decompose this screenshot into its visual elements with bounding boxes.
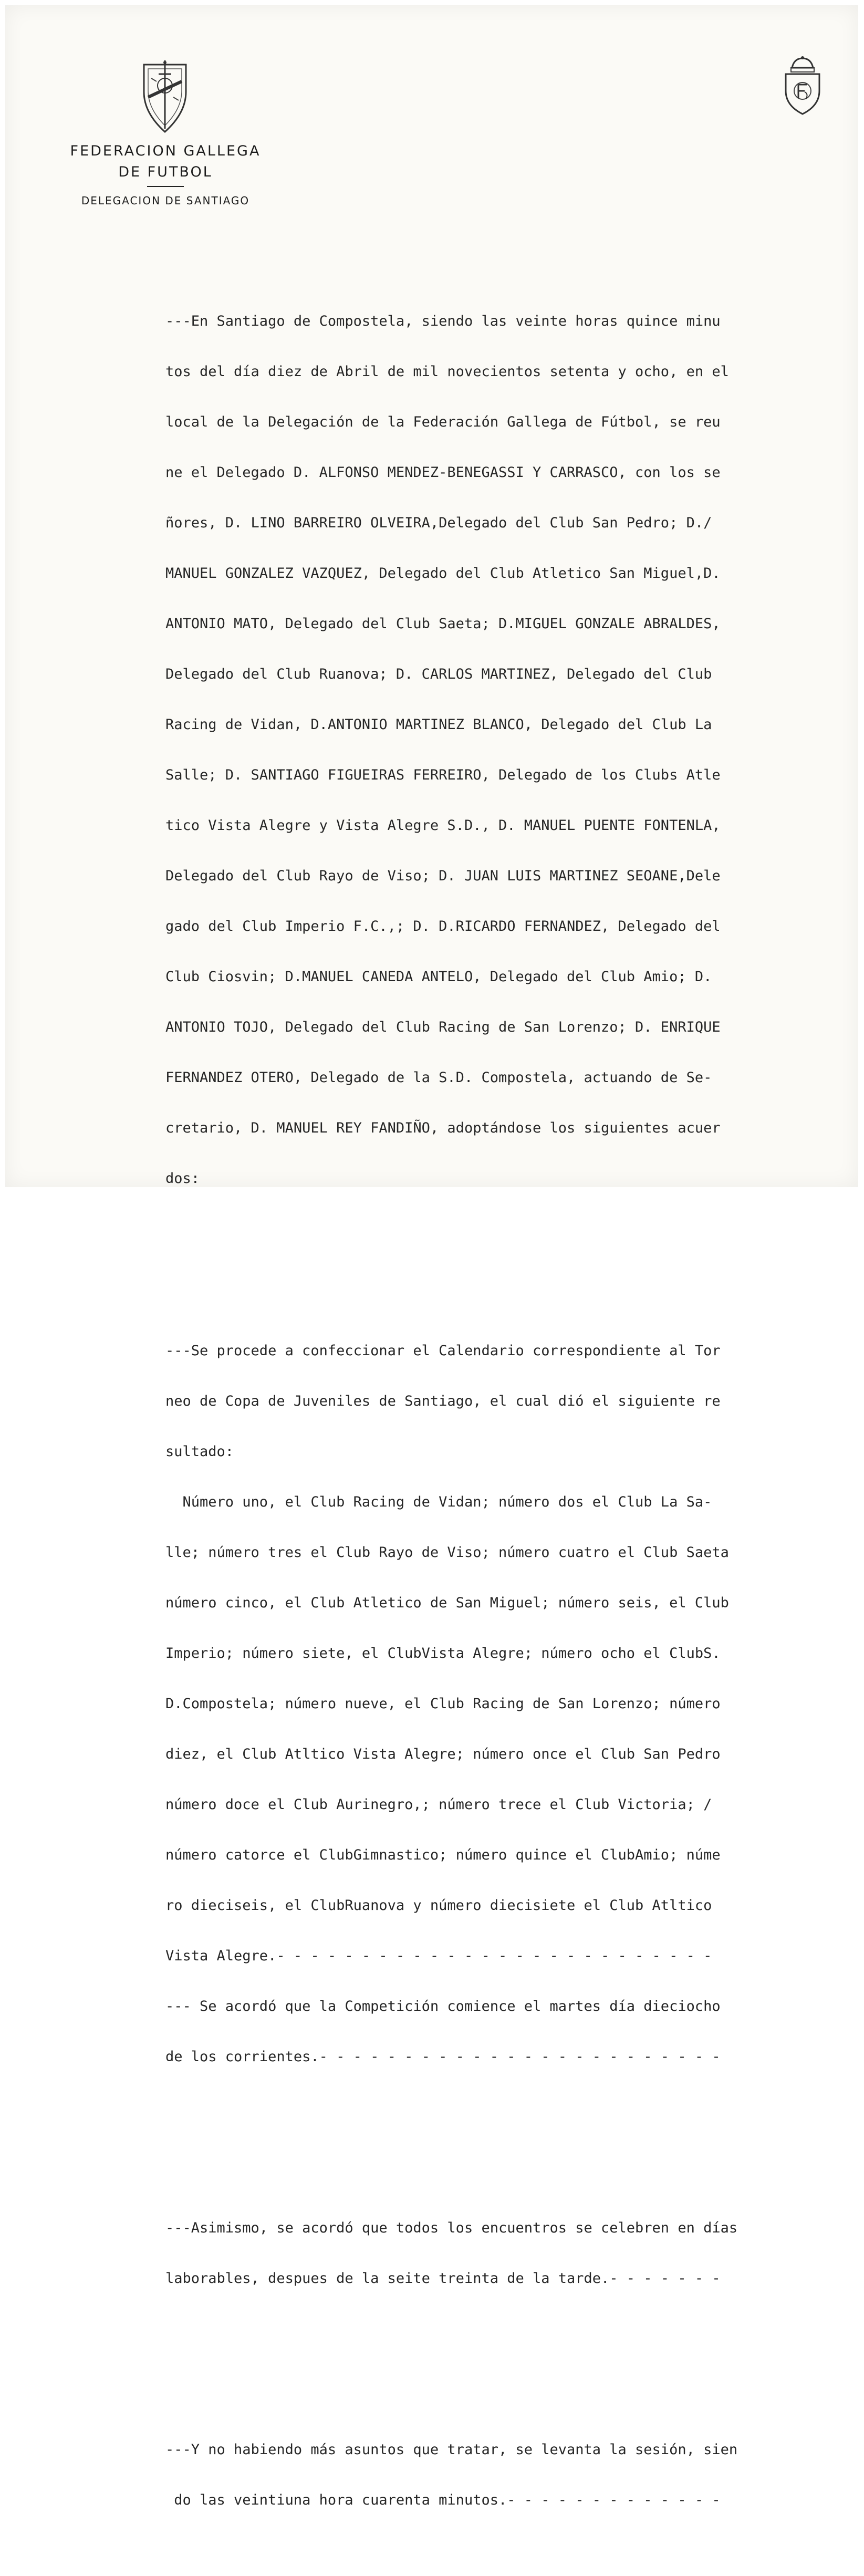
text-line: Imperio; número siete, el ClubVista Alegre; número ocho el ClubS.	[165, 1645, 721, 1661]
text-line: Club Ciosvin; D.MANUEL CANEDA ANTELO, Delegado del Club Amio; D.	[165, 969, 712, 985]
paragraph-opening	[165, 279, 864, 1221]
text-line: dos:	[165, 1170, 200, 1187]
paragraph-schedule	[165, 2186, 864, 2321]
text-line: tico Vista Alegre y Vista Alegre S.D., D. MANUEL PUENTE FONTENLA,	[165, 817, 721, 834]
text-line: laborables, despues de la seite treinta de la tarde.- - - - - - -	[165, 2270, 721, 2287]
paragraph-spacer	[165, 2354, 864, 2374]
letterhead-federation-sport: DE FUTBOL	[118, 164, 213, 180]
text-line: número cinco, el Club Atletico de San Miguel; número seis, el Club	[165, 1595, 729, 1611]
minutes-body	[165, 246, 864, 2576]
text-line: D.Compostela; número nueve, el Club Racing de San Lorenzo; número	[165, 1696, 721, 1712]
text-line: Delegado del Club Ruanova; D. CARLOS MARTINEZ, Delegado del Club	[165, 666, 712, 682]
text-line: ñores, D. LINO BARREIRO OLVEIRA,Delegado del Club San Pedro; D./	[165, 515, 712, 531]
text-line: Racing de Vidan, D.ANTONIO MARTINEZ BLANCO, Delegado del Club La	[165, 716, 712, 733]
text-line: ---Se procede a confeccionar el Calendario correspondiente al Tor	[165, 1343, 721, 1359]
federation-shield-logo	[141, 60, 189, 134]
text-line: ro dieciseis, el ClubRuanova y número diecisiete el Club Atltico	[165, 1897, 712, 1914]
paragraph-calendar	[165, 1309, 864, 2099]
letterhead-delegation: DELEGACION DE SANTIAGO	[81, 194, 250, 207]
text-line: ---Asimismo, se acordó que todos los encuentros se celebren en días	[165, 2220, 738, 2236]
text-line: número doce el Club Aurinegro,; número trece el Club Victoria; /	[165, 1796, 712, 1813]
text-line: ANTONIO TOJO, Delegado del Club Racing de San Lorenzo; D. ENRIQUE	[165, 1019, 721, 1035]
text-line: ne el Delegado D. ALFONSO MENDEZ-BENEGASSI Y CARRASCO, con los se	[165, 464, 721, 481]
letterhead-divider	[147, 186, 184, 187]
text-line: ANTONIO MATO, Delegado del Club Saeta; D.MIGUEL GONZALE ABRALDES,	[165, 616, 721, 632]
royal-crown-emblem	[782, 55, 824, 116]
text-line: gado del Club Imperio F.C.,; D. D.RICARDO FERNANDEZ, Delegado del	[165, 918, 721, 934]
letterhead	[53, 141, 278, 207]
text-line: ---En Santiago de Compostela, siendo las veinte horas quince minu	[165, 313, 721, 329]
text-line: lle; número tres el Club Rayo de Viso; número cuatro el Club Saeta	[165, 1544, 729, 1561]
text-line: Delegado del Club Rayo de Viso; D. JUAN LUIS MARTINEZ SEOANE,Dele	[165, 868, 721, 884]
text-line: sultado:	[165, 1443, 234, 1460]
text-line: MANUEL GONZALEZ VAZQUEZ, Delegado del Club Atletico San Miguel,D.	[165, 565, 721, 581]
text-line: do las veintiuna hora cuarenta minutos.- - - - - - - - - - - - -	[165, 2492, 721, 2508]
text-line: Vista Alegre.- - - - - - - - - - - - - - - - - - - - - - - - - -	[165, 1948, 712, 1964]
text-line: número catorce el ClubGimnastico; número quince el ClubAmio; núme	[165, 1847, 721, 1863]
text-line: ---Y no habiendo más asuntos que tratar, se levanta la sesión, sien	[165, 2442, 738, 2458]
text-line: local de la Delegación de la Federación Gallega de Fútbol, se reu	[165, 414, 721, 430]
document-page	[5, 5, 858, 2508]
text-line: tos del día diez de Abril de mil novecientos setenta y ocho, en el	[165, 363, 729, 380]
paragraph-closing	[165, 2408, 864, 2542]
text-line: diez, el Club Atltico Vista Alegre; número once el Club San Pedro	[165, 1746, 721, 1762]
text-line: FERNANDEZ OTERO, Delegado de la S.D. Compostela, actuando de Se-	[165, 1069, 712, 1086]
text-line: --- Se acordó que la Competición comience el martes día dieciocho	[165, 1998, 721, 2014]
text-line: de los corrientes.- - - - - - - - - - - - - - - - - - - - - - - -	[165, 2049, 721, 2065]
text-line: Número uno, el Club Racing de Vidan; número dos el Club La Sa-	[165, 1494, 712, 1510]
text-line: cretario, D. MANUEL REY FANDIÑO, adoptándose los siguientes acuer	[165, 1120, 721, 1136]
letterhead-federation-name: FEDERACION GALLEGA	[70, 143, 261, 159]
text-line: neo de Copa de Juveniles de Santiago, el cual dió el siguiente re	[165, 1393, 721, 1409]
paragraph-spacer	[165, 2133, 864, 2153]
paragraph-spacer	[165, 1254, 864, 1275]
text-line: Salle; D. SANTIAGO FIGUEIRAS FERREIRO, Delegado de los Clubs Atle	[165, 767, 721, 783]
